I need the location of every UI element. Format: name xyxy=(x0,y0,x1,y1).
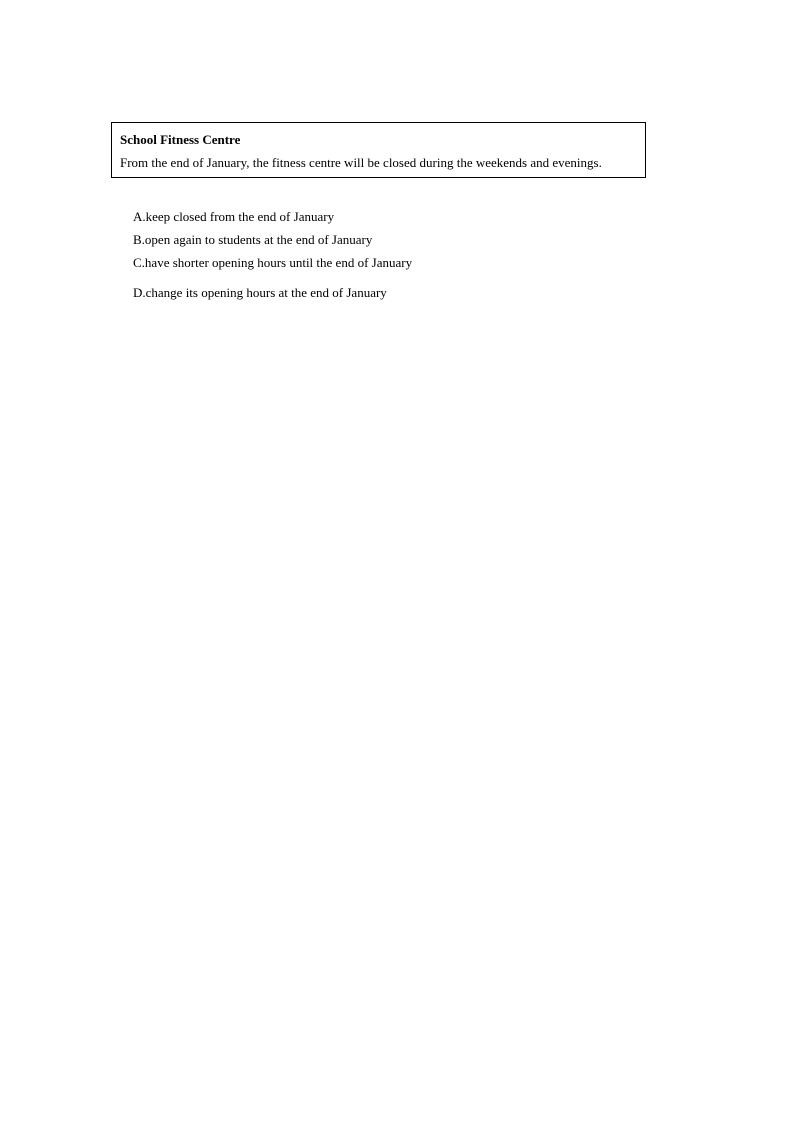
option-c[interactable]: C.have shorter opening hours until the end of January xyxy=(133,255,413,270)
notice-body: From the end of January, the fitness centre will be closed during the weekends and evenings. xyxy=(120,155,602,170)
notice-box xyxy=(111,122,646,178)
option-d[interactable]: D.change its opening hours at the end of January xyxy=(133,285,387,300)
option-a[interactable]: A.keep closed from the end of January xyxy=(133,209,335,224)
option-b[interactable]: B.open again to students at the end of January xyxy=(133,232,373,247)
notice-title: School Fitness Centre xyxy=(120,132,241,147)
